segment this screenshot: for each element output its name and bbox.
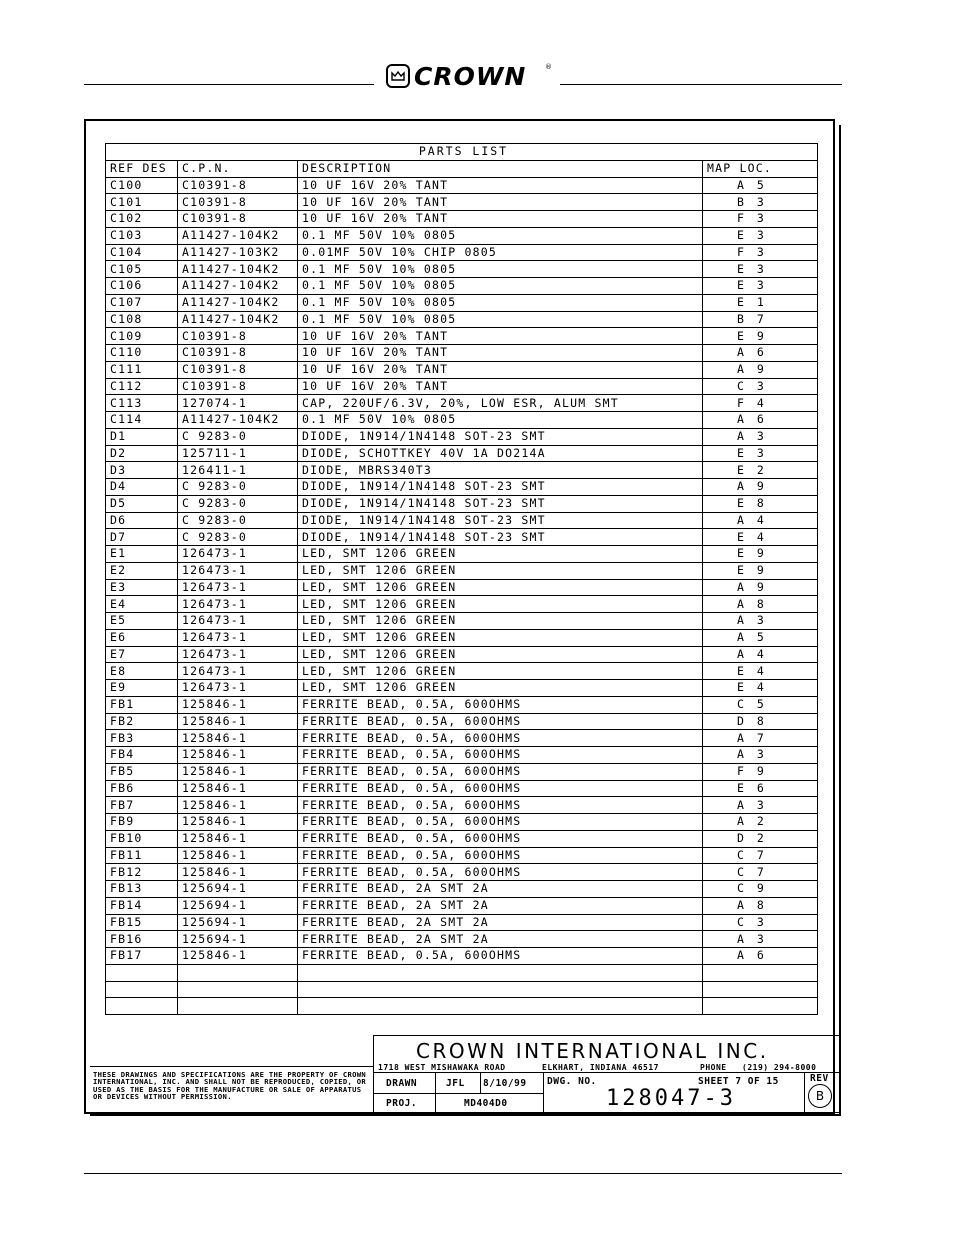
cell-description: 10 UF 16V 20% TANT	[298, 378, 703, 395]
cell-description: 0.1 MF 50V 10% 0805	[298, 278, 703, 295]
cell-map-loc: E 8	[703, 495, 818, 512]
cell-cpn: C10391-8	[178, 177, 298, 194]
cell-ref-des: E9	[106, 680, 178, 697]
cell-ref-des: C110	[106, 345, 178, 362]
cell-description	[298, 964, 703, 981]
cell-description: LED, SMT 1206 GREEN	[298, 596, 703, 613]
cell-description: LED, SMT 1206 GREEN	[298, 680, 703, 697]
cell-description: 10 UF 16V 20% TANT	[298, 328, 703, 345]
cell-ref-des: C102	[106, 211, 178, 228]
cell-map-loc: E 9	[703, 546, 818, 563]
header-rule-left	[84, 84, 374, 85]
parts-list-title: PARTS LIST	[106, 144, 818, 161]
cell-description: FERRITE BEAD, 2A SMT 2A	[298, 897, 703, 914]
cell-cpn: 125846-1	[178, 713, 298, 730]
cell-ref-des: D3	[106, 462, 178, 479]
cell-cpn: C 9283-0	[178, 512, 298, 529]
cell-map-loc: E 1	[703, 294, 818, 311]
cell-description: LED, SMT 1206 GREEN	[298, 579, 703, 596]
cell-cpn: 126473-1	[178, 579, 298, 596]
cell-cpn: A11427-104K2	[178, 227, 298, 244]
brand-name: CROWN	[414, 61, 527, 91]
table-row	[106, 294, 818, 311]
cell-map-loc: E 9	[703, 328, 818, 345]
cell-ref-des: C111	[106, 361, 178, 378]
cell-cpn: C 9283-0	[178, 495, 298, 512]
cell-cpn: 126473-1	[178, 663, 298, 680]
cell-map-loc	[703, 998, 818, 1015]
cell-ref-des: FB10	[106, 830, 178, 847]
cell-ref-des: FB9	[106, 814, 178, 831]
cell-description: 0.1 MF 50V 10% 0805	[298, 294, 703, 311]
table-row	[106, 763, 818, 780]
table-row	[106, 328, 818, 345]
cell-description: DIODE, 1N914/1N4148 SOT-23 SMT	[298, 529, 703, 546]
cell-ref-des: C109	[106, 328, 178, 345]
tb-vdiv-1	[435, 1072, 436, 1112]
cell-description: FERRITE BEAD, 2A SMT 2A	[298, 914, 703, 931]
table-row	[106, 713, 818, 730]
table-row	[106, 780, 818, 797]
table-row	[106, 847, 818, 864]
table-row	[106, 696, 818, 713]
table-row	[106, 830, 818, 847]
cell-cpn: 125694-1	[178, 914, 298, 931]
cell-ref-des: D6	[106, 512, 178, 529]
cell-ref-des: C105	[106, 261, 178, 278]
cell-ref-des: FB1	[106, 696, 178, 713]
table-row	[106, 663, 818, 680]
cell-description: FERRITE BEAD, 0.5A, 600OHMS	[298, 797, 703, 814]
cell-description: FERRITE BEAD, 0.5A, 600OHMS	[298, 948, 703, 965]
table-row	[106, 278, 818, 295]
cell-map-loc: A 3	[703, 797, 818, 814]
cell-cpn: 126473-1	[178, 613, 298, 630]
cell-ref-des: FB2	[106, 713, 178, 730]
cell-map-loc: E 3	[703, 278, 818, 295]
cell-ref-des: E8	[106, 663, 178, 680]
cell-cpn: 125846-1	[178, 847, 298, 864]
cell-description: LED, SMT 1206 GREEN	[298, 613, 703, 630]
phone-label: PHONE	[700, 1063, 727, 1072]
cell-description: DIODE, 1N914/1N4148 SOT-23 SMT	[298, 428, 703, 445]
cell-cpn: 125846-1	[178, 864, 298, 881]
company-name: CROWN INTERNATIONAL INC.	[416, 1039, 769, 1063]
cell-ref-des	[106, 981, 178, 998]
cell-cpn: A11427-103K2	[178, 244, 298, 261]
title-block	[373, 1035, 841, 1113]
cell-ref-des: C113	[106, 395, 178, 412]
tb-vdiv-4	[804, 1072, 805, 1112]
cell-map-loc: E 4	[703, 680, 818, 697]
drawn-label: DRAWN	[386, 1078, 418, 1089]
cell-ref-des: E4	[106, 596, 178, 613]
table-row	[106, 814, 818, 831]
cell-cpn: 126473-1	[178, 546, 298, 563]
cell-description: FERRITE BEAD, 0.5A, 600OHMS	[298, 830, 703, 847]
cell-description: DIODE, 1N914/1N4148 SOT-23 SMT	[298, 495, 703, 512]
table-row	[106, 445, 818, 462]
table-row	[106, 629, 818, 646]
cell-map-loc: A 9	[703, 579, 818, 596]
cell-map-loc: A 5	[703, 629, 818, 646]
table-row	[106, 596, 818, 613]
cell-description: LED, SMT 1206 GREEN	[298, 562, 703, 579]
cell-description	[298, 998, 703, 1015]
cell-cpn: 125846-1	[178, 814, 298, 831]
cell-description: 0.1 MF 50V 10% 0805	[298, 227, 703, 244]
registered-mark: ®	[545, 63, 552, 71]
cell-map-loc: A 3	[703, 931, 818, 948]
cell-map-loc: A 4	[703, 512, 818, 529]
table-row	[106, 747, 818, 764]
cell-ref-des: C103	[106, 227, 178, 244]
cell-ref-des: D1	[106, 428, 178, 445]
cell-map-loc: B 7	[703, 311, 818, 328]
cell-map-loc: A 6	[703, 412, 818, 429]
cell-ref-des: FB14	[106, 897, 178, 914]
cell-description: 10 UF 16V 20% TANT	[298, 345, 703, 362]
cell-cpn: 125846-1	[178, 747, 298, 764]
cell-cpn: 126473-1	[178, 629, 298, 646]
cell-description: 0.01MF 50V 10% CHIP 0805	[298, 244, 703, 261]
table-row	[106, 495, 818, 512]
cell-ref-des	[106, 964, 178, 981]
cell-description: FERRITE BEAD, 0.5A, 600OHMS	[298, 747, 703, 764]
col-cpn: C.P.N.	[178, 160, 298, 177]
cell-ref-des: FB12	[106, 864, 178, 881]
rev-badge: B	[808, 1084, 832, 1108]
cell-map-loc: A 8	[703, 596, 818, 613]
table-row	[106, 395, 818, 412]
cell-ref-des	[106, 998, 178, 1015]
cell-cpn: A11427-104K2	[178, 261, 298, 278]
tb-vdiv-2	[480, 1072, 481, 1093]
cell-map-loc: A 3	[703, 428, 818, 445]
cell-description: 10 UF 16V 20% TANT	[298, 194, 703, 211]
cell-map-loc: A 6	[703, 345, 818, 362]
table-row	[106, 479, 818, 496]
cell-map-loc: F 9	[703, 763, 818, 780]
cell-description: 10 UF 16V 20% TANT	[298, 361, 703, 378]
cell-ref-des: D5	[106, 495, 178, 512]
cell-map-loc: C 7	[703, 864, 818, 881]
table-row	[106, 378, 818, 395]
drawing-number: 128047-3	[606, 1086, 736, 1111]
table-row	[106, 345, 818, 362]
table-row	[106, 680, 818, 697]
proj-label: PROJ.	[386, 1098, 418, 1109]
cell-cpn: 125694-1	[178, 897, 298, 914]
cell-map-loc: E 3	[703, 227, 818, 244]
cell-cpn: 126411-1	[178, 462, 298, 479]
dwg-no-label: DWG. NO.	[547, 1076, 597, 1087]
cell-cpn: C 9283-0	[178, 428, 298, 445]
table-row	[106, 881, 818, 898]
cell-cpn: 126473-1	[178, 596, 298, 613]
cell-map-loc: A 5	[703, 177, 818, 194]
footer-rule	[84, 1173, 842, 1174]
cell-map-loc: C 7	[703, 847, 818, 864]
cell-cpn: 125846-1	[178, 948, 298, 965]
cell-description: FERRITE BEAD, 0.5A, 600OHMS	[298, 696, 703, 713]
table-row	[106, 311, 818, 328]
table-row	[106, 227, 818, 244]
cell-cpn: C10391-8	[178, 328, 298, 345]
table-row	[106, 646, 818, 663]
cell-ref-des: E2	[106, 562, 178, 579]
table-row	[106, 211, 818, 228]
table-row	[106, 897, 818, 914]
cell-ref-des: FB6	[106, 780, 178, 797]
cell-description: LED, SMT 1206 GREEN	[298, 646, 703, 663]
sheet-number: SHEET 7 OF 15	[698, 1076, 779, 1087]
table-row	[106, 981, 818, 998]
cell-map-loc	[703, 964, 818, 981]
cell-ref-des: C104	[106, 244, 178, 261]
cell-map-loc: A 6	[703, 948, 818, 965]
cell-ref-des: C108	[106, 311, 178, 328]
parts-list-body	[106, 177, 818, 1015]
cell-description: FERRITE BEAD, 0.5A, 600OHMS	[298, 864, 703, 881]
cell-cpn: 125694-1	[178, 931, 298, 948]
tb-divider-2	[374, 1093, 543, 1094]
cell-cpn: 126473-1	[178, 646, 298, 663]
cell-map-loc: C 3	[703, 914, 818, 931]
cell-ref-des: C100	[106, 177, 178, 194]
header-rule-right	[560, 84, 842, 85]
cell-cpn: C 9283-0	[178, 529, 298, 546]
cell-map-loc: E 4	[703, 663, 818, 680]
cell-description: FERRITE BEAD, 2A SMT 2A	[298, 931, 703, 948]
cell-cpn: 125846-1	[178, 730, 298, 747]
cell-cpn: 125846-1	[178, 830, 298, 847]
table-row	[106, 177, 818, 194]
cell-map-loc: A 4	[703, 646, 818, 663]
cell-description: FERRITE BEAD, 0.5A, 600OHMS	[298, 730, 703, 747]
cell-ref-des: C112	[106, 378, 178, 395]
cell-cpn: 125846-1	[178, 763, 298, 780]
tb-divider-1	[374, 1072, 840, 1073]
cell-ref-des: C101	[106, 194, 178, 211]
drawn-by: JFL	[446, 1078, 465, 1089]
crown-logo	[386, 61, 556, 91]
parts-list-table	[105, 143, 818, 1015]
cell-map-loc: B 3	[703, 194, 818, 211]
cell-ref-des: FB5	[106, 763, 178, 780]
cell-cpn	[178, 981, 298, 998]
cell-description: FERRITE BEAD, 0.5A, 600OHMS	[298, 847, 703, 864]
cell-map-loc: C 9	[703, 881, 818, 898]
cell-map-loc: A 2	[703, 814, 818, 831]
cell-ref-des: E3	[106, 579, 178, 596]
cell-cpn: 127074-1	[178, 395, 298, 412]
cell-map-loc: C 3	[703, 378, 818, 395]
cell-map-loc: A 9	[703, 361, 818, 378]
company-phone: (219) 294-8000	[742, 1063, 817, 1072]
cell-ref-des: E7	[106, 646, 178, 663]
cell-cpn: C10391-8	[178, 378, 298, 395]
cell-description: DIODE, MBRS340T3	[298, 462, 703, 479]
cell-description: 0.1 MF 50V 10% 0805	[298, 261, 703, 278]
cell-cpn: C 9283-0	[178, 479, 298, 496]
company-city: ELKHART, INDIANA 46517	[542, 1063, 659, 1072]
table-row	[106, 613, 818, 630]
cell-cpn: A11427-104K2	[178, 294, 298, 311]
cell-description: DIODE, 1N914/1N4148 SOT-23 SMT	[298, 479, 703, 496]
table-row	[106, 529, 818, 546]
crown-icon	[386, 64, 410, 88]
tb-vdiv-3	[543, 1072, 544, 1112]
cell-description: FERRITE BEAD, 2A SMT 2A	[298, 881, 703, 898]
table-row	[106, 546, 818, 563]
table-row	[106, 412, 818, 429]
cell-map-loc: F 3	[703, 244, 818, 261]
notice-rule	[90, 1066, 374, 1067]
cell-cpn: 125846-1	[178, 797, 298, 814]
cell-ref-des: FB15	[106, 914, 178, 931]
cell-map-loc: A 3	[703, 613, 818, 630]
cell-description: DIODE, 1N914/1N4148 SOT-23 SMT	[298, 512, 703, 529]
table-row	[106, 998, 818, 1015]
table-row	[106, 261, 818, 278]
cell-ref-des: E1	[106, 546, 178, 563]
cell-map-loc: F 3	[703, 211, 818, 228]
cell-description: 0.1 MF 50V 10% 0805	[298, 412, 703, 429]
drawn-date: 8/10/99	[483, 1078, 527, 1089]
cell-map-loc: F 4	[703, 395, 818, 412]
cell-cpn: 125846-1	[178, 696, 298, 713]
cell-ref-des: FB4	[106, 747, 178, 764]
cell-map-loc: E 3	[703, 445, 818, 462]
cell-description: LED, SMT 1206 GREEN	[298, 663, 703, 680]
table-row	[106, 462, 818, 479]
cell-map-loc: E 9	[703, 562, 818, 579]
cell-ref-des: C114	[106, 412, 178, 429]
table-row	[106, 730, 818, 747]
cell-description: 0.1 MF 50V 10% 0805	[298, 311, 703, 328]
cell-ref-des: FB3	[106, 730, 178, 747]
cell-cpn: 125846-1	[178, 780, 298, 797]
cell-ref-des: D4	[106, 479, 178, 496]
cell-description: DIODE, SCHOTTKEY 40V 1A DO214A	[298, 445, 703, 462]
cell-description	[298, 981, 703, 998]
cell-cpn: A11427-104K2	[178, 278, 298, 295]
cell-ref-des: FB7	[106, 797, 178, 814]
cell-map-loc: E 6	[703, 780, 818, 797]
cell-cpn: 126473-1	[178, 562, 298, 579]
table-row	[106, 244, 818, 261]
rev-label: REV	[810, 1073, 829, 1084]
table-row	[106, 797, 818, 814]
cell-map-loc: E 2	[703, 462, 818, 479]
cell-cpn: 125694-1	[178, 881, 298, 898]
cell-cpn: C10391-8	[178, 211, 298, 228]
col-map-loc: MAP LOC.	[703, 160, 818, 177]
col-description: DESCRIPTION	[298, 160, 703, 177]
cell-map-loc: A 8	[703, 897, 818, 914]
table-row	[106, 914, 818, 931]
cell-ref-des: C106	[106, 278, 178, 295]
cell-cpn: 125711-1	[178, 445, 298, 462]
cell-map-loc: A 7	[703, 730, 818, 747]
cell-ref-des: D7	[106, 529, 178, 546]
cell-description: LED, SMT 1206 GREEN	[298, 629, 703, 646]
cell-description: FERRITE BEAD, 0.5A, 600OHMS	[298, 763, 703, 780]
cell-cpn	[178, 998, 298, 1015]
proj-number: MD404D0	[464, 1098, 508, 1109]
cell-ref-des: FB11	[106, 847, 178, 864]
cell-map-loc: E 4	[703, 529, 818, 546]
cell-map-loc: E 3	[703, 261, 818, 278]
table-row	[106, 931, 818, 948]
cell-cpn: C10391-8	[178, 361, 298, 378]
cell-map-loc: D 8	[703, 713, 818, 730]
cell-ref-des: C107	[106, 294, 178, 311]
company-address: 1718 WEST MISHAWAKA ROAD	[378, 1063, 506, 1072]
table-row	[106, 964, 818, 981]
cell-ref-des: FB17	[106, 948, 178, 965]
table-row	[106, 361, 818, 378]
proprietary-notice: THESE DRAWINGS AND SPECIFICATIONS ARE THE PROPERTY OF CROWN INTERNATIONAL, INC. AND SHALL NOT BE REPRODUCED, COPIED, OR USED AS THE BASIS FOR THE MANUFACTURE OR SALE OF APPARATUS OR DEVICES WITHOUT PERMISSION.	[93, 1070, 367, 1102]
cell-cpn: C10391-8	[178, 194, 298, 211]
table-row	[106, 948, 818, 965]
cell-cpn: A11427-104K2	[178, 311, 298, 328]
cell-map-loc: C 5	[703, 696, 818, 713]
table-row	[106, 562, 818, 579]
cell-ref-des: FB16	[106, 931, 178, 948]
cell-description: FERRITE BEAD, 0.5A, 600OHMS	[298, 713, 703, 730]
cell-ref-des: E6	[106, 629, 178, 646]
cell-map-loc: D 2	[703, 830, 818, 847]
table-row	[106, 428, 818, 445]
cell-description: 10 UF 16V 20% TANT	[298, 211, 703, 228]
table-row	[106, 194, 818, 211]
cell-description: CAP, 220UF/6.3V, 20%, LOW ESR, ALUM SMT	[298, 395, 703, 412]
cell-map-loc	[703, 981, 818, 998]
table-row	[106, 512, 818, 529]
cell-cpn	[178, 964, 298, 981]
cell-ref-des: D2	[106, 445, 178, 462]
table-row	[106, 864, 818, 881]
cell-ref-des: FB13	[106, 881, 178, 898]
table-row	[106, 579, 818, 596]
col-ref-des: REF DES	[106, 160, 178, 177]
cell-cpn: A11427-104K2	[178, 412, 298, 429]
cell-description: 10 UF 16V 20% TANT	[298, 177, 703, 194]
cell-cpn: C10391-8	[178, 345, 298, 362]
cell-ref-des: E5	[106, 613, 178, 630]
cell-map-loc: A 3	[703, 747, 818, 764]
cell-description: FERRITE BEAD, 0.5A, 600OHMS	[298, 780, 703, 797]
cell-description: LED, SMT 1206 GREEN	[298, 546, 703, 563]
cell-map-loc: A 9	[703, 479, 818, 496]
cell-description: FERRITE BEAD, 0.5A, 600OHMS	[298, 814, 703, 831]
cell-cpn: 126473-1	[178, 680, 298, 697]
